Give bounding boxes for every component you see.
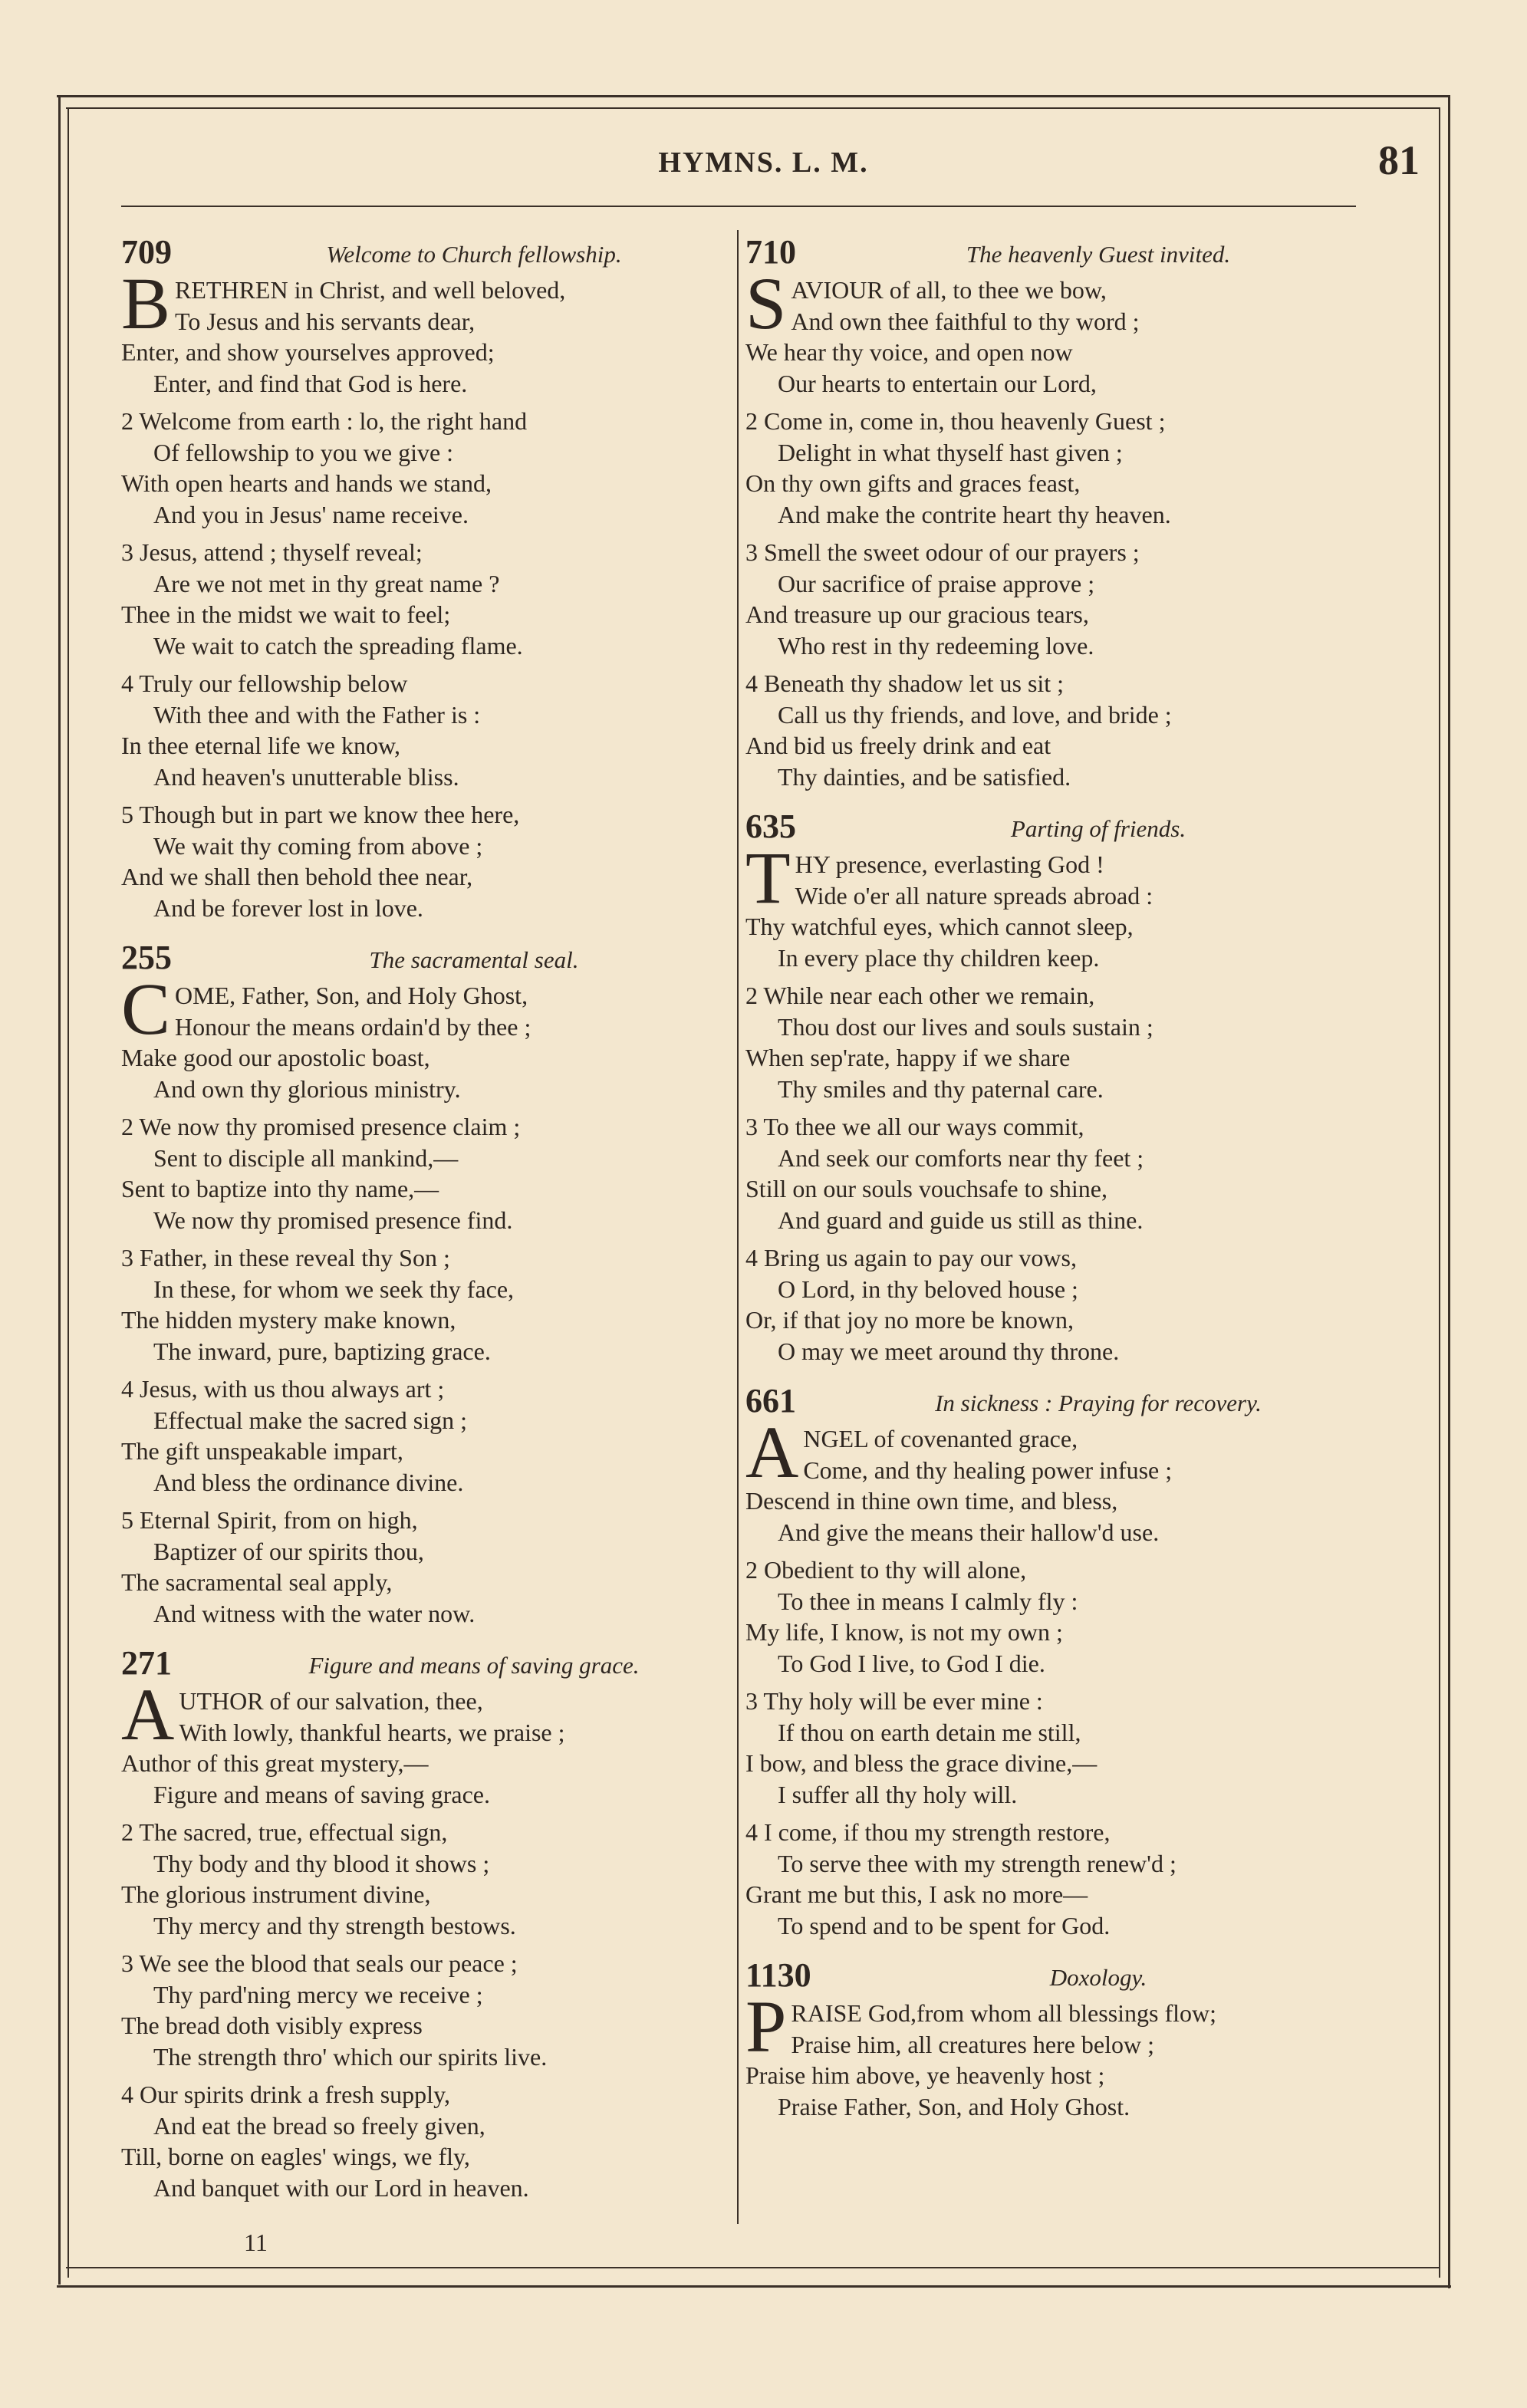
stanza	[121, 406, 735, 530]
hymn-line: Enter, and show yourselves approved;	[121, 338, 495, 366]
hymn-line: On thy own gifts and graces feast,	[745, 469, 1081, 497]
drop-cap: B	[121, 262, 171, 344]
hymn-line: Till, borne on eagles' wings, we fly,	[121, 2143, 470, 2170]
stanza	[745, 1985, 1359, 2122]
drop-cap: A	[745, 1411, 799, 1493]
hymn-line: 2 Come in, come in, thou heavenly Guest ;	[745, 407, 1166, 435]
drop-cap: T	[745, 837, 791, 919]
hymn-line: Wide o'er all nature spreads abroad :	[795, 881, 1153, 910]
hymn-line: Who rest in thy redeeming love.	[778, 631, 1094, 660]
hymn-line: Call us thy friends, and love, and bride ;	[778, 700, 1172, 729]
hymn-heading	[745, 804, 1359, 849]
hymn-line: And bless the ordinance divine.	[153, 1468, 464, 1496]
hymn-line: Thy body and thy blood it shows ;	[153, 1849, 490, 1877]
hymn-line: Honour the means ordain'd by thee ;	[175, 1012, 531, 1041]
frame-top-rule	[57, 95, 1450, 97]
hymn	[745, 804, 1359, 1367]
hymn-line: O Lord, in thy beloved house ;	[778, 1275, 1078, 1303]
hymn-line: The glorious instrument divine,	[121, 1880, 431, 1908]
hymn-line: In these, for whom we seek thy face,	[153, 1275, 515, 1303]
hymn-line: 4 I come, if thou my strength restore,	[745, 1818, 1111, 1846]
hymn-line: Effectual make the sacred sign ;	[153, 1406, 468, 1434]
hymn-line: 5 Though but in part we know thee here,	[121, 801, 520, 828]
left-column	[121, 230, 735, 2216]
stanza	[745, 1817, 1359, 1941]
hymn-line: 2 Welcome from earth : lo, the right hand	[121, 407, 528, 435]
hymn-number: 1130	[745, 1956, 811, 1994]
drop-cap: C	[121, 968, 171, 1050]
hymn-line: 2 Obedient to thy will alone,	[745, 1556, 1027, 1584]
hymn-line: O may we meet around thy throne.	[778, 1337, 1120, 1365]
hymn-line: Praise Father, Son, and Holy Ghost.	[778, 2092, 1130, 2120]
hymn-line: And bid us freely drink and eat	[745, 732, 1051, 759]
drop-cap: A	[121, 1673, 175, 1755]
hymn-line: We hear thy voice, and open now	[745, 338, 1073, 366]
hymn-line: To serve thee with my strength renew'd ;	[778, 1849, 1177, 1877]
hymn-line: And heaven's unutterable bliss.	[153, 762, 459, 791]
stanza	[121, 262, 735, 399]
first-line-text: HY presence, everlasting God !	[795, 850, 1104, 878]
hymn-line: And banquet with our Lord in heaven.	[153, 2173, 529, 2202]
hymn-line: Grant me but this, I ask no more—	[745, 1880, 1088, 1908]
stanza	[121, 2079, 735, 2203]
stanza	[121, 1111, 735, 1235]
stanza	[745, 406, 1359, 530]
hymn-title: Parting of friends.	[1010, 815, 1186, 842]
hymn-number: 255	[121, 939, 172, 976]
hymn-line: With lowly, thankful hearts, we praise ;	[179, 1718, 565, 1746]
hymn-heading	[745, 1379, 1359, 1423]
drop-cap: S	[745, 262, 787, 344]
frame-bottom-rule-outer	[57, 2285, 1451, 2288]
frame-top-rule-inner	[66, 107, 1439, 109]
stanza	[121, 537, 735, 661]
header-rule	[121, 206, 1356, 207]
hymn-line: Descend in thine own time, and bless,	[745, 1487, 1118, 1515]
hymn-line: We now thy promised presence find.	[153, 1206, 513, 1234]
hymn-line: Praise him above, ye heavenly host ;	[745, 2061, 1105, 2089]
hymn-line: Praise him, all creatures here below ;	[791, 2030, 1154, 2058]
hymn-line: And seek our comforts near thy feet ;	[778, 1143, 1144, 1172]
stanza	[745, 262, 1359, 399]
hymn-number: 661	[745, 1382, 796, 1419]
hymn-number: 271	[121, 1644, 172, 1682]
hymn-line: Baptizer of our spirits thou,	[153, 1537, 424, 1565]
hymn-line: 4 Beneath thy shadow let us sit ;	[745, 669, 1065, 697]
hymn-number: 709	[121, 233, 172, 271]
hymn-line: The inward, pure, baptizing grace.	[153, 1337, 491, 1365]
drop-cap: P	[745, 1985, 787, 2068]
hymn-heading	[745, 1953, 1359, 1998]
hymn-line: Our sacrifice of praise approve ;	[778, 569, 1095, 597]
hymn-line: In thee eternal life we know,	[121, 732, 400, 759]
hymn-line: And guard and guide us still as thine.	[778, 1206, 1144, 1234]
hymn-line: 3 Father, in these reveal thy Son ;	[121, 1244, 450, 1271]
hymn-line: 4 Jesus, with us thou always art ;	[121, 1375, 445, 1403]
hymn-line: To thee in means I calmly fly :	[778, 1587, 1078, 1615]
hymn	[121, 1641, 735, 2203]
hymn-line: Come, and thy healing power infuse ;	[803, 1456, 1173, 1484]
column-divider	[737, 230, 739, 2224]
hymn-title: The sacramental seal.	[369, 946, 579, 973]
hymn-line: 3 Smell the sweet odour of our prayers ;	[745, 538, 1140, 566]
first-line-text: RETHREN in Christ, and well beloved,	[175, 276, 566, 304]
hymn	[745, 230, 1359, 792]
hymn-line: And treasure up our gracious tears,	[745, 600, 1089, 628]
hymn-line: 4 Bring us again to pay our vows,	[745, 1244, 1077, 1271]
hymn-line: 3 Thy holy will be ever mine :	[745, 1687, 1043, 1715]
page-header-title: HYMNS. L. M.	[658, 146, 869, 179]
hymn-line: And we shall then behold thee near,	[121, 863, 473, 890]
hymn-line: 5 Eternal Spirit, from on high,	[121, 1506, 418, 1534]
hymn-line: Thy pard'ning mercy we receive ;	[153, 1980, 483, 2008]
hymn-line: My life, I know, is not my own ;	[745, 1618, 1063, 1646]
hymn-number: 635	[745, 808, 796, 845]
hymn-heading	[121, 936, 735, 980]
stanza	[121, 668, 735, 792]
frame-right-rule	[1448, 95, 1450, 2288]
hymn-line: Of fellowship to you we give :	[153, 438, 454, 466]
hymn	[745, 1379, 1359, 1941]
hymn	[745, 1953, 1359, 2122]
stanza	[745, 1686, 1359, 1810]
hymn-title: The heavenly Guest invited.	[966, 241, 1231, 268]
first-line-text: OME, Father, Son, and Holy Ghost,	[175, 982, 528, 1009]
hymn-line: 3 Jesus, attend ; thyself reveal;	[121, 538, 423, 566]
hymn-line: 2 We now thy promised presence claim ;	[121, 1113, 521, 1140]
hymn-line: To Jesus and his servants dear,	[175, 307, 476, 335]
hymn-line: Sent to disciple all mankind,—	[153, 1143, 459, 1172]
stanza	[121, 1817, 735, 1941]
hymn-line: Make good our apostolic boast,	[121, 1044, 430, 1071]
stanza	[121, 1673, 735, 1810]
page-number: 81	[1378, 137, 1420, 183]
stanza	[745, 1411, 1359, 1548]
hymn-line: We wait to catch the spreading flame.	[153, 631, 523, 660]
hymn-line: Thou dost our lives and souls sustain ;	[778, 1012, 1153, 1041]
hymn-line: The bread doth visibly express	[121, 2012, 423, 2039]
hymn-line: With open hearts and hands we stand,	[121, 469, 492, 497]
hymn-line: Thee in the midst we wait to feel;	[121, 600, 451, 628]
hymn	[121, 936, 735, 1629]
frame-right-rule-inner	[1439, 107, 1440, 2278]
hymn-line: And own thy glorious ministry.	[153, 1074, 461, 1103]
hymn-line: 2 While near each other we remain,	[745, 982, 1095, 1009]
hymn-line: And make the contrite heart thy heaven.	[778, 500, 1171, 528]
stanza	[121, 1505, 735, 1629]
hymn-line: The gift unspeakable impart,	[121, 1437, 403, 1465]
stanza	[121, 799, 735, 923]
hymn-line: The hidden mystery make known,	[121, 1306, 456, 1334]
hymn-line: Sent to baptize into thy name,—	[121, 1175, 439, 1202]
hymn-line: When sep'rate, happy if we share	[745, 1044, 1071, 1071]
stanza	[745, 668, 1359, 792]
stanza	[745, 1554, 1359, 1679]
hymn-line: With thee and with the Father is :	[153, 700, 481, 729]
hymn-line: And be forever lost in love.	[153, 893, 423, 922]
first-line-text: RAISE God,from whom all blessings flow;	[791, 1999, 1217, 2027]
hymn-title: Welcome to Church fellowship.	[326, 241, 622, 268]
hymn-line: The sacramental seal apply,	[121, 1568, 393, 1596]
hymn-line: Delight in what thyself hast given ;	[778, 438, 1123, 466]
stanza	[121, 968, 735, 1104]
hymn-line: Enter, and find that God is here.	[153, 369, 468, 397]
hymn-line: And you in Jesus' name receive.	[153, 500, 469, 528]
hymn	[121, 230, 735, 923]
hymn-title: Doxology.	[1049, 1964, 1147, 1991]
hymn-line: 3 We see the blood that seals our peace ;	[121, 1949, 518, 1977]
first-line-text: UTHOR of our salvation, thee,	[179, 1687, 483, 1715]
hymn-line: Are we not met in thy great name ?	[153, 569, 500, 597]
stanza	[745, 1111, 1359, 1235]
hymn-line: And witness with the water now.	[153, 1599, 476, 1627]
hymn-line: Still on our souls vouchsafe to shine,	[745, 1175, 1107, 1202]
hymn-title: Figure and means of saving grace.	[308, 1652, 640, 1679]
signature-mark: 11	[244, 2229, 268, 2256]
hymn-line: 4 Truly our fellowship below	[121, 669, 408, 697]
hymn-heading	[121, 230, 735, 275]
hymn-line: In every place thy children keep.	[778, 943, 1100, 972]
hymn-line: 3 To thee we all our ways commit,	[745, 1113, 1084, 1140]
stanza	[121, 1373, 735, 1498]
hymn-title: In sickness : Praying for recovery.	[935, 1390, 1262, 1416]
hymn-line: Figure and means of saving grace.	[153, 1780, 490, 1808]
frame-left-rule-inner	[67, 107, 69, 2278]
hymn-line: Our hearts to entertain our Lord,	[778, 369, 1097, 397]
hymn-line: To God I live, to God I die.	[778, 1649, 1045, 1677]
hymn-line: Thy dainties, and be satisfied.	[778, 762, 1071, 791]
hymn-line: 2 The sacred, true, effectual sign,	[121, 1818, 448, 1846]
hymn-line: To spend and to be spent for God.	[778, 1911, 1111, 1939]
hymn-line: We wait thy coming from above ;	[153, 831, 483, 860]
first-line-text: NGEL of covenanted grace,	[803, 1425, 1078, 1452]
hymn-line: I suffer all thy holy will.	[778, 1780, 1018, 1808]
hymn-heading	[745, 230, 1359, 275]
hymn-line: And own thee faithful to thy word ;	[791, 307, 1140, 335]
hymn-number: 710	[745, 233, 796, 271]
stanza	[745, 980, 1359, 1104]
hymn-line: Or, if that joy no more be known,	[745, 1306, 1074, 1334]
hymn-line: Thy mercy and thy strength bestows.	[153, 1911, 516, 1939]
stanza	[745, 837, 1359, 973]
hymn-line: If thou on earth detain me still,	[778, 1718, 1081, 1746]
frame-left-rule	[58, 95, 61, 2285]
stanza	[745, 1242, 1359, 1367]
stanza	[745, 537, 1359, 661]
hymn-line: 4 Our spirits drink a fresh supply,	[121, 2081, 450, 2108]
hymn-line: And eat the bread so freely given,	[153, 2111, 485, 2140]
right-column	[745, 230, 1359, 2134]
hymn-line: I bow, and bless the grace divine,—	[745, 1749, 1098, 1777]
frame-bottom-rule	[66, 2267, 1440, 2268]
hymn-line: Author of this great mystery,—	[121, 1749, 429, 1777]
hymn-line: Thy smiles and thy paternal care.	[778, 1074, 1104, 1103]
hymn-line: The strength thro' which our spirits live.	[153, 2042, 548, 2071]
hymn-line: And give the means their hallow'd use.	[778, 1518, 1160, 1546]
hymn-line: Thy watchful eyes, which cannot sleep,	[745, 913, 1134, 940]
hymn-heading	[121, 1641, 735, 1686]
first-line-text: AVIOUR of all, to thee we bow,	[791, 276, 1107, 304]
stanza	[121, 1242, 735, 1367]
stanza	[121, 1948, 735, 2072]
